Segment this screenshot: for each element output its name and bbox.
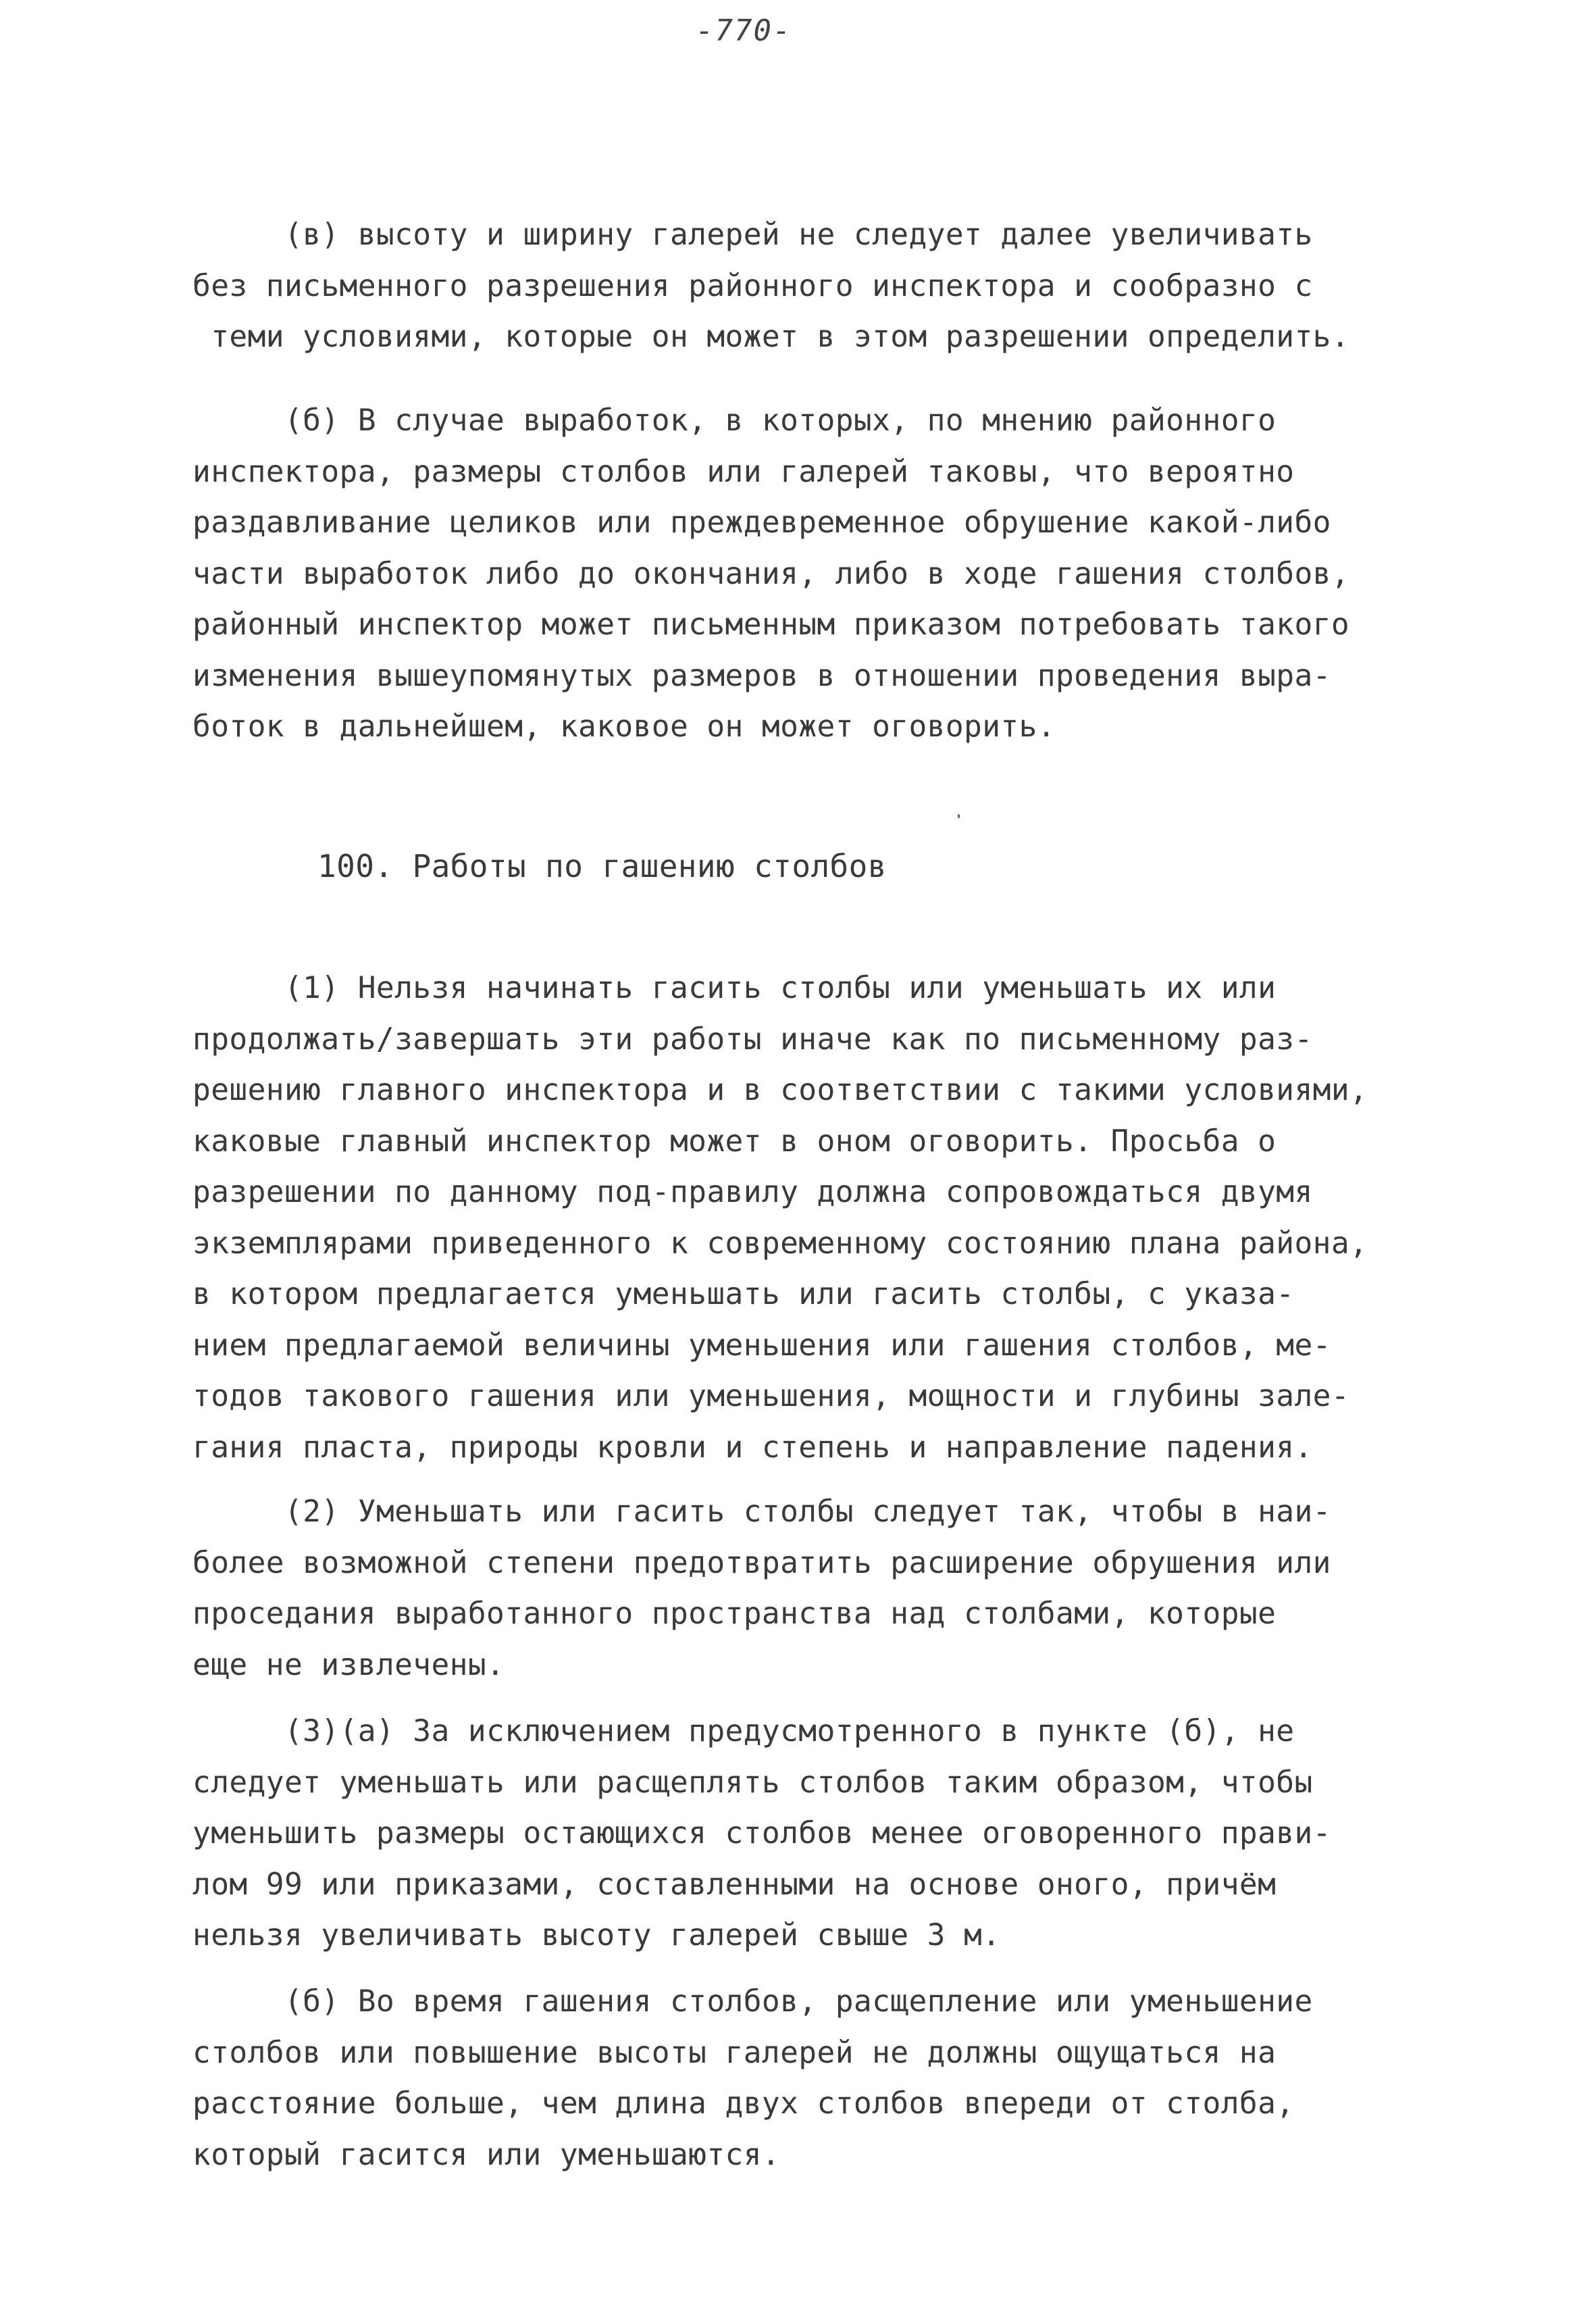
text-line: раздавливание целиков или преждевременное обрушение какой-либо — [192, 505, 1331, 540]
scan-speck — [958, 814, 960, 818]
paragraph-v — [192, 209, 1533, 363]
section-heading: 100. Работы по гашению столбов — [317, 848, 887, 884]
text-line: нием предлагаемой величины уменьшения или гашения столбов, ме- — [192, 1328, 1331, 1363]
text-line: теми условиями, которые он может в этом разрешении определить. — [192, 320, 1350, 354]
text-line: расстояние больше, чем длина двух столбов впереди от столба, — [192, 2086, 1295, 2121]
text-line: лом 99 или приказами, составленными на основе оного, причём — [192, 1867, 1277, 1902]
text-line: более возможной степени предотвратить расширение обрушения или — [192, 1545, 1331, 1580]
text-line: каковые главный инспектор может в оном оговорить. Просьба о — [192, 1124, 1277, 1159]
text-line: боток в дальнейшем, каковое он может оговорить. — [192, 709, 1056, 744]
text-line: гания пласта, природы кровли и степень и направление падения. — [192, 1430, 1313, 1465]
paragraph-1 — [192, 963, 1533, 1473]
text-line: в котором предлагается уменьшать или гасить столбы, с указа- — [192, 1277, 1295, 1311]
text-line: экземплярами приведенного к современному состоянию плана района, — [192, 1226, 1368, 1261]
text-line: нельзя увеличивать высоту галерей свыше 3 м. — [192, 1918, 1001, 1953]
text-line: (в) высоту и ширину галерей не следует далее увеличивать — [192, 218, 1313, 252]
text-line: (б) В случае выработок, в которых, по мнению районного — [192, 403, 1277, 438]
text-line: (1) Нельзя начинать гасить столбы или уменьшать их или — [192, 971, 1277, 1005]
text-line: следует уменьшать или расщеплять столбов таким образом, чтобы — [192, 1765, 1313, 1800]
text-line: проседания выработанного пространства над столбами, которые — [192, 1596, 1277, 1631]
text-line: без письменного разрешения районного инспектора и сообразно с — [192, 268, 1313, 303]
text-line: (б) Во время гашения столбов, расщепление или уменьшение — [192, 1984, 1313, 2019]
text-line: инспектора, размеры столбов или галерей таковы, что вероятно — [192, 454, 1295, 489]
paragraph-3a — [192, 1706, 1533, 1961]
paragraph-3b — [192, 1976, 1533, 2180]
text-line: тодов такового гашения или уменьшения, мощности и глубины зале- — [192, 1379, 1350, 1413]
text-line: который гасится или уменьшаются. — [192, 2137, 781, 2172]
text-line: (2) Уменьшать или гасить столбы следует так, чтобы в наи- — [192, 1494, 1331, 1529]
text-line: столбов или повышение высоты галерей не должны ощущаться на — [192, 2035, 1277, 2070]
text-line: изменения вышеупомянутых размеров в отношении проведения выра- — [192, 658, 1331, 693]
text-line: разрешении по данному под-правилу должна сопровождаться двумя — [192, 1175, 1313, 1209]
text-line: решению главного инспектора и в соответствии с такими условиями, — [192, 1073, 1368, 1107]
paragraph-b — [192, 395, 1533, 753]
text-line: уменьшить размеры остающихся столбов менее оговоренного прави- — [192, 1816, 1331, 1851]
text-line: продолжать/завершать эти работы иначе как по письменному раз- — [192, 1022, 1313, 1057]
text-line: (3)(а) За исключением предусмотренного в пункте (б), не — [192, 1714, 1295, 1749]
text-line: еще не извлечены. — [192, 1647, 505, 1682]
text-line: районный инспектор может письменным приказом потребовать такого — [192, 607, 1350, 642]
text-line: части выработок либо до окончания, либо в ходе гашения столбов, — [192, 556, 1350, 591]
paragraph-2 — [192, 1486, 1533, 1690]
page-number: -770- — [696, 14, 792, 48]
